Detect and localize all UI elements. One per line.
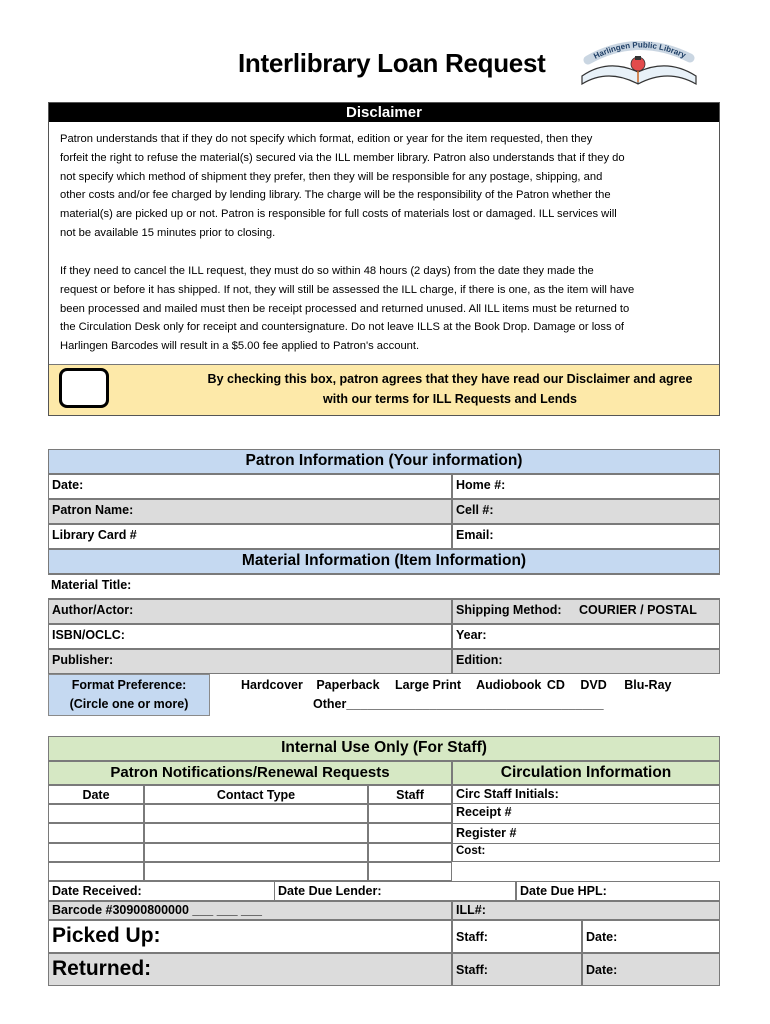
isbn-field[interactable]: ISBN/OCLC: xyxy=(48,624,452,649)
agreement-line: with our terms for ILL Requests and Lends xyxy=(323,391,577,406)
cost-field[interactable]: Cost: xyxy=(452,843,720,862)
agreement-text xyxy=(180,370,720,409)
table-cell[interactable] xyxy=(368,823,452,843)
home-phone-field[interactable]: Home #: xyxy=(452,474,720,499)
disclaimer-line: the Circulation Desk only for receipt and countersignature. Do not leave ILLS at the Book Drop. Damage or loss of xyxy=(60,321,625,334)
column-header-contact-type: Contact Type xyxy=(144,785,368,804)
table-cell[interactable] xyxy=(48,843,144,862)
format-preference-label xyxy=(48,674,210,716)
register-field[interactable]: Register # xyxy=(452,823,720,843)
table-cell[interactable] xyxy=(48,823,144,843)
disclaimer-line: other costs and/or fee charged by lending library. The charge will be the responsibility of the Patron whether the xyxy=(60,189,611,202)
format-option[interactable]: DVD xyxy=(580,678,607,692)
picked-up-label: Picked Up: xyxy=(48,920,452,953)
year-field[interactable]: Year: xyxy=(452,624,720,649)
disclaimer-line: Patron understands that if they do not specify which format, edition or year for the item requested, then they xyxy=(60,133,593,145)
table-cell[interactable] xyxy=(368,862,452,881)
disclaimer-line: been processed and mailed must then be receipt processed and returned unused. All ILL items must be returned to xyxy=(60,302,630,315)
circ-staff-initials-field[interactable]: Circ Staff Initials: xyxy=(452,785,720,804)
library-logo xyxy=(578,36,700,92)
circulation-heading: Circulation Information xyxy=(452,761,720,785)
returned-label: Returned: xyxy=(48,953,452,986)
column-header-staff: Staff xyxy=(368,785,452,804)
ill-number-field[interactable]: ILL#: xyxy=(452,901,720,920)
patron-name-field[interactable]: Patron Name: xyxy=(48,499,452,524)
table-cell[interactable] xyxy=(144,823,368,843)
format-option[interactable]: Large Print xyxy=(395,678,462,692)
returned-date-field[interactable]: Date: xyxy=(582,953,720,986)
picked-up-date-field[interactable]: Date: xyxy=(582,920,720,953)
format-label-line: Format Preference: xyxy=(71,678,187,692)
format-option[interactable]: CD xyxy=(546,678,565,692)
shipping-method-value: COURIER / POSTAL xyxy=(579,603,697,617)
table-cell[interactable] xyxy=(144,843,368,862)
barcode-field[interactable]: Barcode #30900800000 ___ ___ ___ xyxy=(48,901,452,920)
edition-field[interactable]: Edition: xyxy=(452,649,720,674)
disclaimer-line: Harlingen Barcodes will result in a $5.00 fee applied to Patron's account. xyxy=(60,340,420,353)
date-field[interactable]: Date: xyxy=(48,474,452,499)
cell-phone-field[interactable]: Cell #: xyxy=(452,499,720,524)
table-cell[interactable] xyxy=(48,804,144,823)
material-info-heading: Material Information (Item Information) xyxy=(48,549,720,574)
disclaimer-line: not be available 15 minutes prior to closing. xyxy=(60,226,276,239)
disclaimer-line: request or before it has shipped. If not, they will still be assessed the ILL charge, if there is one, as the item will have xyxy=(60,283,635,296)
table-cell[interactable] xyxy=(144,804,368,823)
table-cell[interactable] xyxy=(368,843,452,862)
notifications-heading: Patron Notifications/Renewal Requests xyxy=(48,761,452,785)
library-card-field[interactable]: Library Card # xyxy=(48,524,452,549)
returned-staff-field[interactable]: Staff: xyxy=(452,953,582,986)
disclaimer-paragraph-1 xyxy=(60,130,718,243)
author-field[interactable]: Author/Actor: xyxy=(48,599,452,624)
date-due-hpl-field[interactable]: Date Due HPL: xyxy=(516,881,720,901)
patron-info-heading: Patron Information (Your information) xyxy=(48,449,720,474)
disclaimer-line: If they need to cancel the ILL request, they must do so within 48 hours (2 days) from the date they made the xyxy=(60,265,594,277)
agree-checkbox[interactable] xyxy=(59,368,109,408)
format-options xyxy=(241,678,671,692)
table-cell[interactable] xyxy=(144,862,368,881)
picked-up-staff-field[interactable]: Staff: xyxy=(452,920,582,953)
agreement-line: By checking this box, patron agrees that they have read our Disclaimer and agree xyxy=(207,372,693,386)
table-cell[interactable] xyxy=(48,862,144,881)
disclaimer-line: material(s) are picked up or not. Patron is responsible for full costs of materials lost or damaged. ILL services will xyxy=(60,208,617,221)
column-header-date: Date xyxy=(48,785,144,804)
material-title-field[interactable]: Material Title: xyxy=(48,574,720,599)
publisher-field[interactable]: Publisher: xyxy=(48,649,452,674)
format-option[interactable]: Audiobook xyxy=(476,678,542,692)
page-title: Interlibrary Loan Request xyxy=(238,48,546,78)
format-other-field[interactable]: Other_____________________________________ xyxy=(313,697,604,711)
email-field[interactable]: Email: xyxy=(452,524,720,549)
date-received-field[interactable]: Date Received: xyxy=(48,881,274,901)
format-option[interactable]: Paperback xyxy=(316,678,380,692)
logo-text: Harlingen Public Library xyxy=(592,40,688,61)
format-label-line: (Circle one or more) xyxy=(69,697,189,711)
shipping-method-field[interactable] xyxy=(452,599,720,624)
shipping-method-label: Shipping Method: xyxy=(456,603,562,617)
format-option[interactable]: Hardcover xyxy=(241,678,303,692)
format-option[interactable]: Blu-Ray xyxy=(624,678,672,692)
receipt-field[interactable]: Receipt # xyxy=(452,804,720,823)
table-cell[interactable] xyxy=(368,804,452,823)
disclaimer-line: forfeit the right to refuse the material(s) secured via the ILL member library. Patron also understands that if they do xyxy=(60,151,625,164)
staff-section-heading: Internal Use Only (For Staff) xyxy=(48,736,720,761)
disclaimer-line: not specify which method of shipment they prefer, then they will be responsible for any postage, shipping, and xyxy=(60,170,603,183)
date-due-lender-field[interactable]: Date Due Lender: xyxy=(274,881,516,901)
disclaimer-heading: Disclaimer xyxy=(49,103,719,122)
disclaimer-paragraph-2 xyxy=(60,262,718,356)
